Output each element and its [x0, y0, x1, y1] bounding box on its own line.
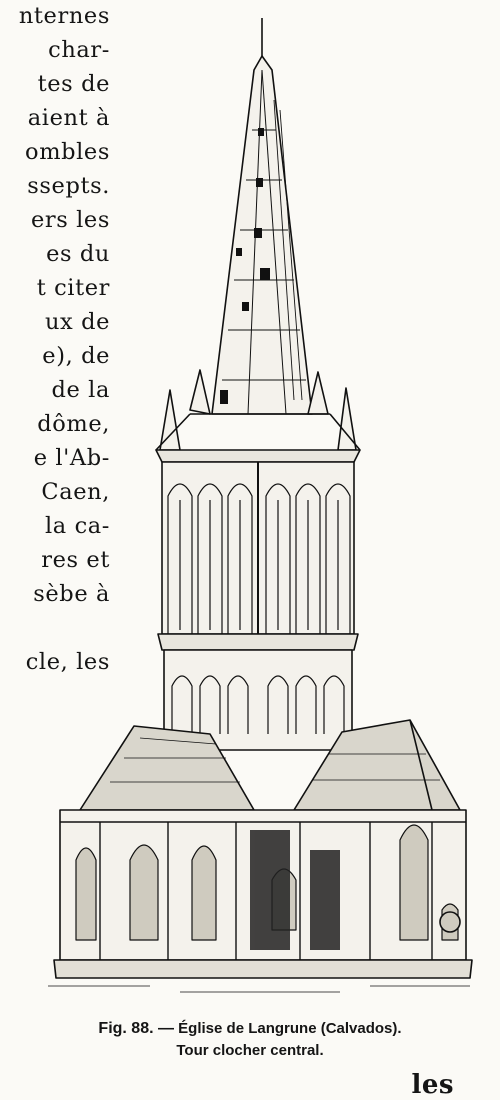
text-line: e), de	[42, 343, 110, 369]
text-line: la ca-	[45, 513, 110, 539]
text-line: Caen,	[41, 479, 110, 505]
text-line: t citer	[36, 275, 110, 301]
figure-caption-line1	[0, 1018, 500, 1039]
text-line: ux de	[44, 309, 110, 335]
text-line: ers les	[30, 207, 110, 233]
text-line: de la	[51, 377, 110, 403]
figure-number: Fig. 88. —	[98, 1020, 174, 1037]
text-line: nternes	[18, 3, 110, 29]
text-line: char-	[48, 37, 110, 63]
text-line: aient à	[27, 105, 110, 131]
text-line: ssepts.	[27, 173, 110, 199]
text-line: ombles	[25, 139, 110, 165]
bottom-text-fragment: les	[411, 1070, 454, 1100]
text-line: tes de	[37, 71, 110, 97]
text-line: dôme,	[37, 411, 110, 437]
church-tower-illustration	[37, 10, 480, 1010]
figure-title: Église de Langrune (Calvados).	[178, 1020, 402, 1037]
text-line: e l'Ab-	[33, 445, 110, 471]
text-line: sèbe à	[33, 581, 110, 607]
text-line: es du	[46, 241, 110, 267]
text-line: res et	[41, 547, 110, 573]
figure-caption-line2: Tour clocher central.	[176, 1042, 324, 1059]
text-line: cle, les	[25, 649, 110, 675]
